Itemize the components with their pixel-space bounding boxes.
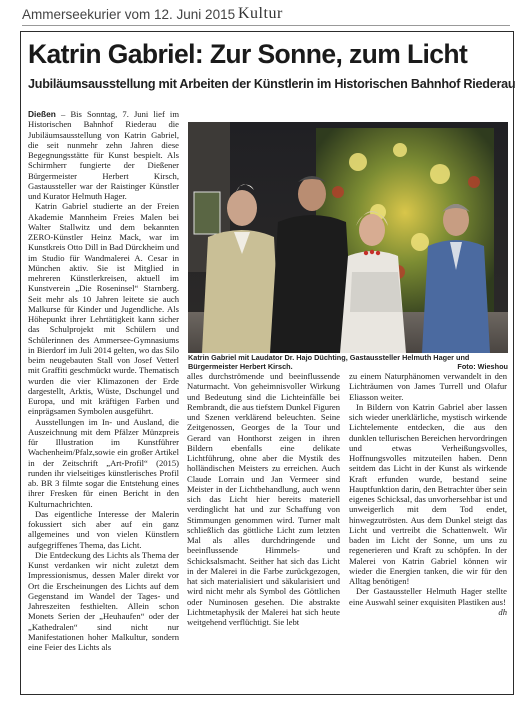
photo-caption [188, 354, 508, 371]
text-column-3 [349, 371, 507, 691]
paragraph-text: Der Gastaussteller Helmuth Hager stellte eine Auswahl seiner exquisiten Plastiken aus! [349, 586, 507, 607]
lead-place: Dießen [28, 109, 56, 119]
article-photo [188, 122, 508, 353]
paragraph-text: – Bis Sonntag, 7. Juni lief im Historischen Bahnhof Riederau die Jubiläumsausstellung von Katrin Gabriel, die seit nunmehr zehn Jahren diese Begegnungsstätte für Kunst bespielt. Als Schirmherr fungierte der Dießener Bürgermeister Herbert Kirsch, Gastaussteller war der Raistinger Künstler und Kurator Helmuth Hager. [28, 109, 179, 201]
masthead-bar [22, 4, 510, 26]
paragraph: zu einem Naturphänomen verwandelt in den Lichträumen von James Turrell und Olafur Eliasson weiter. [349, 371, 507, 402]
issue-line: Ammerseekurier vom 12. Juni 2015 [22, 7, 236, 22]
paragraph: Das eigentliche Interesse der Malerin fokussiert sich aber auf ein ganz allgemeines und von vielen Künstlern aufgegriffenes Thema, das Licht. [28, 508, 179, 550]
text-column-2 [187, 371, 340, 691]
paragraph: Ausstellungen im In- und Ausland, die Auszeichnung mit dem Pfälzer Münzpreis für Illustration im Kunstführer Wachenheim/Pfalz,sowie ein großer Artikel in der Zeitschrift „Art-Profil“ (2015) runden ihr vielseitiges künstlerisches Profil ab. BR 3 filmte sogar die Entstehung eines ihrer Fresken für einen Bericht in den Kulturnachrichten. [28, 416, 179, 509]
author-signature: dh [498, 606, 507, 617]
headline: Katrin Gabriel: Zur Sonne, zum Licht [28, 39, 468, 69]
photo-credit: Foto: Wieshou [457, 361, 508, 371]
paragraph: In Bildern von Katrin Gabriel aber lassen sich wieder unerklärliche, mystisch wirkende Lichtelemente entdecken, die aus den dunklen tellurischen Bereichen hervordringen und etwas Verheißungsvolles, Hoffnungsvolles mitzuteilen haben. Denn seitdem das Licht in der Kunst als wirkende Kraft erfunden wurde, bestand seine Hauptfunktion darin, den Betrachter über sein eigenes Schicksal, das unvorhersehbar ist und unweigerlich mit dem Tod endet, hinwegzutrösten. Aus dem Dunkel steigt das Licht und vertreibt die Schattenwelt. Wir baden im Licht der Sonne, um uns zu regenerieren und Kraft zu schöpfen. In der Malerei von Katrin Gabriel können wir wieder die Energien tanken, die wir für den Alltag benötigen! [349, 401, 507, 586]
subheadline: Jubiläumsausstellung mit Arbeiten der Künstlerin im Historischen Bahnhof Riederau [28, 77, 516, 91]
paragraph: Katrin Gabriel studierte an der Freien Akademie Mannheim Freies Malen bei Walter Stallwitz und dem bekannten ZERO-Künstler Heinz Mack, war im Kunstkreis Otto Dill in Bad Dürckheim und im Studio für Wandmalerei A. Cesar in München aktiv. Sie ist Mitglied in mehreren Künstlerkreisen, aktuell im Kunstverein „Die Roseninsel“ Starnberg. Seit mehr als 10 Jahren leitete sie auch Malkurse für Kinder und Jugendliche. Als Höhepunkt ihrer Lehrtätigkeit kann sicher das Schulprojekt mit Schülern und Schülerinnen des Ammersee-Gymnasiums in Bierdorf im Juli 2014 gelten, wo das Silo beim neugebauten Stall von Josef Vetterl mit Graffiti geschmückt wurde. Thematisch wurden die vier Klimazonen der Erde dargestellt, Arktis, Wüste, Dschungel und Europa, und mit kräftigen Farben und einprägsamen Symbolen ausgeführt. [28, 201, 179, 417]
article-box [20, 31, 514, 695]
paragraph: Die Entdeckung des Lichts als Thema der Kunst verdanken wir nicht zuletzt dem Impressionismus, dessen Maler direkt vor Ort die Erscheinungen des Lichts auf dem Gegenstand im Wandel der Tages- und Jahreszeiten festhielten. Allein schon Monets Serien der „Heuhaufen“ oder der „Kathedralen“ sind nicht nur Manifestationen hoher Malkultur, sondern eine Feier des Lichts als [28, 549, 179, 652]
text-column-1 [28, 109, 179, 691]
paragraph: alles durchströmende und beeinflussende Naturmacht. Von geheimnisvoller Wirkung und Bedeutung sind die Lichteinfälle bei Rembrandt, die aus tiefstem Dunkel Figuren und Szenen verklärend beleuchten. Seine Zeitgenossen, Georges de la Tour und Gerard van Honthorst zeigen in ihren Bildern ebenfalls eine delikate Lichtführung, ohne aber die Mystik des holländischen Meisters zu erreichen. Auch Claude Lorrain und Jan Vermeer sind Meister in der Lichtbehandlung, auch wenn sich das Licht hier bereits materiell verdinglicht hat und zur Schaffung von Stimmungen genommen wird. Turner malt schließlich das göttliche Licht zum letzten Mal als alles durchdringende und beeinflussende Himmels- und Schicksalsmacht. Seither hat sich das Licht in der Malerei in die Farbe zurückgezogen, hat sich materialisiert und säkularisiert und wird nicht mehr als Symbol des Göttlichen oder Numinosen gesehen. Die abstrakte Lichtmetaphysik der Malerei hat sich heute weitgehend verflüchtigt. Sie lebt [187, 371, 340, 627]
paragraph [349, 586, 507, 617]
caption-text: Katrin Gabriel mit Laudator Dr. Hajo Düchting, Gastaussteller Helmuth Hager und Bürgermeister Herbert Kirsch. [188, 353, 470, 371]
section-title: Kultur [238, 5, 283, 22]
photo-illustration [188, 122, 508, 353]
paragraph [28, 109, 179, 201]
